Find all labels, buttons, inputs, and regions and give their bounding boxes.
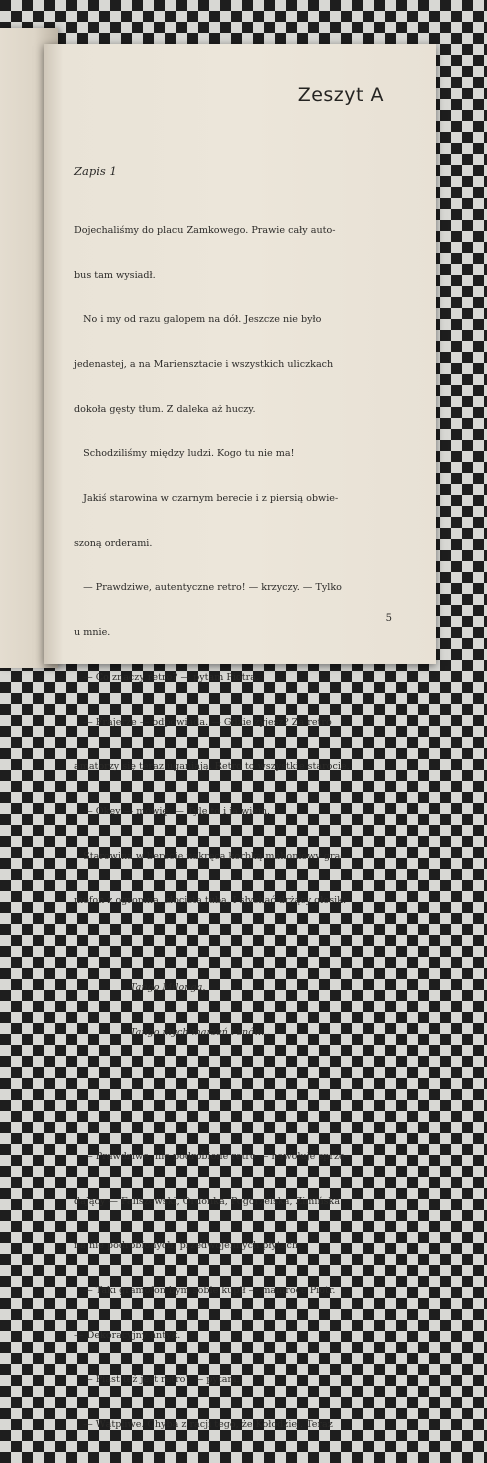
text-line: Starowina w berecie nakręca korbką mahoniowy gra- bbox=[74, 850, 344, 862]
spacer bbox=[74, 939, 392, 951]
text-line: szoną orderami. bbox=[74, 537, 153, 549]
text-line: — Okey — mówię. — Tyle to i ja wiem. bbox=[74, 805, 271, 817]
book-page bbox=[44, 44, 436, 1431]
entry-title: Zapis 1 bbox=[74, 164, 117, 178]
text-line: No i my od razu galopem na dół. Jeszcze nie było bbox=[74, 314, 322, 326]
verse-line: Tango Milonga, bbox=[130, 981, 206, 993]
text-line: Schodziliśmy między ludzi. Kogo tu nie ma! bbox=[74, 448, 295, 460]
text-line: Jakiś starowina w czarnym berecie i z piersią obwie- bbox=[74, 493, 339, 505]
text-line: dokoła gęsty tłum. Z daleka aż huczy. bbox=[74, 403, 256, 415]
text-line: — Dekoracyjny antyk. bbox=[74, 1329, 181, 1341]
body-text bbox=[74, 194, 392, 1463]
text-line: bus tam wysiadł. bbox=[74, 269, 156, 281]
text-line: mofon z ogromną, złocistą tubą. I słychać drżący głosik: bbox=[74, 895, 347, 907]
text-line: jedenastej, a na Mariensztacie i wszystkich uliczkach bbox=[74, 358, 334, 370]
text-line: — Taki gramofon bym sobie kupił — mamroce Piotr. bbox=[74, 1285, 336, 1297]
page-number: 5 bbox=[385, 613, 392, 624]
notebook-title: Zeszyt A bbox=[297, 84, 384, 106]
spacer bbox=[74, 1070, 392, 1082]
spacer bbox=[74, 1112, 392, 1120]
text-line: na nie podrobionych, przedwojennych płytach. bbox=[74, 1240, 302, 1252]
text-line: Dojechaliśmy do placu Zamkowego. Prawie cały auto- bbox=[74, 224, 336, 236]
text-line: — Co znaczy retro? — pytam Piotra. bbox=[74, 671, 259, 683]
verse-line: Tango mych marzeń i snów... bbox=[130, 1026, 271, 1038]
text-line: — Prawdziwe, autentyczne retro! — krzyczy. — Tylko bbox=[74, 582, 342, 594]
text-line: dający — Faliszewski, Ordonka, Pogorzelska, Zimińska bbox=[74, 1195, 341, 1207]
text-line: — Frajerze — odpowiada. — Gdzie żyjesz? Za retro bbox=[74, 716, 332, 728]
text-line: u mnie. bbox=[74, 627, 111, 639]
text-line: — Piast też jest retro? — pytam. bbox=[74, 1374, 240, 1386]
text-line: amatorzy się teraz uganiają. Retro to wszystkie starocie. bbox=[74, 761, 350, 773]
text-line: — Wątpliwe. Chyba z racji tego, że Kołodziej. Teraz bbox=[74, 1419, 333, 1431]
text-line: — Prawdziwe, nie podrobione retro — nawołuje sprze- bbox=[74, 1150, 348, 1162]
